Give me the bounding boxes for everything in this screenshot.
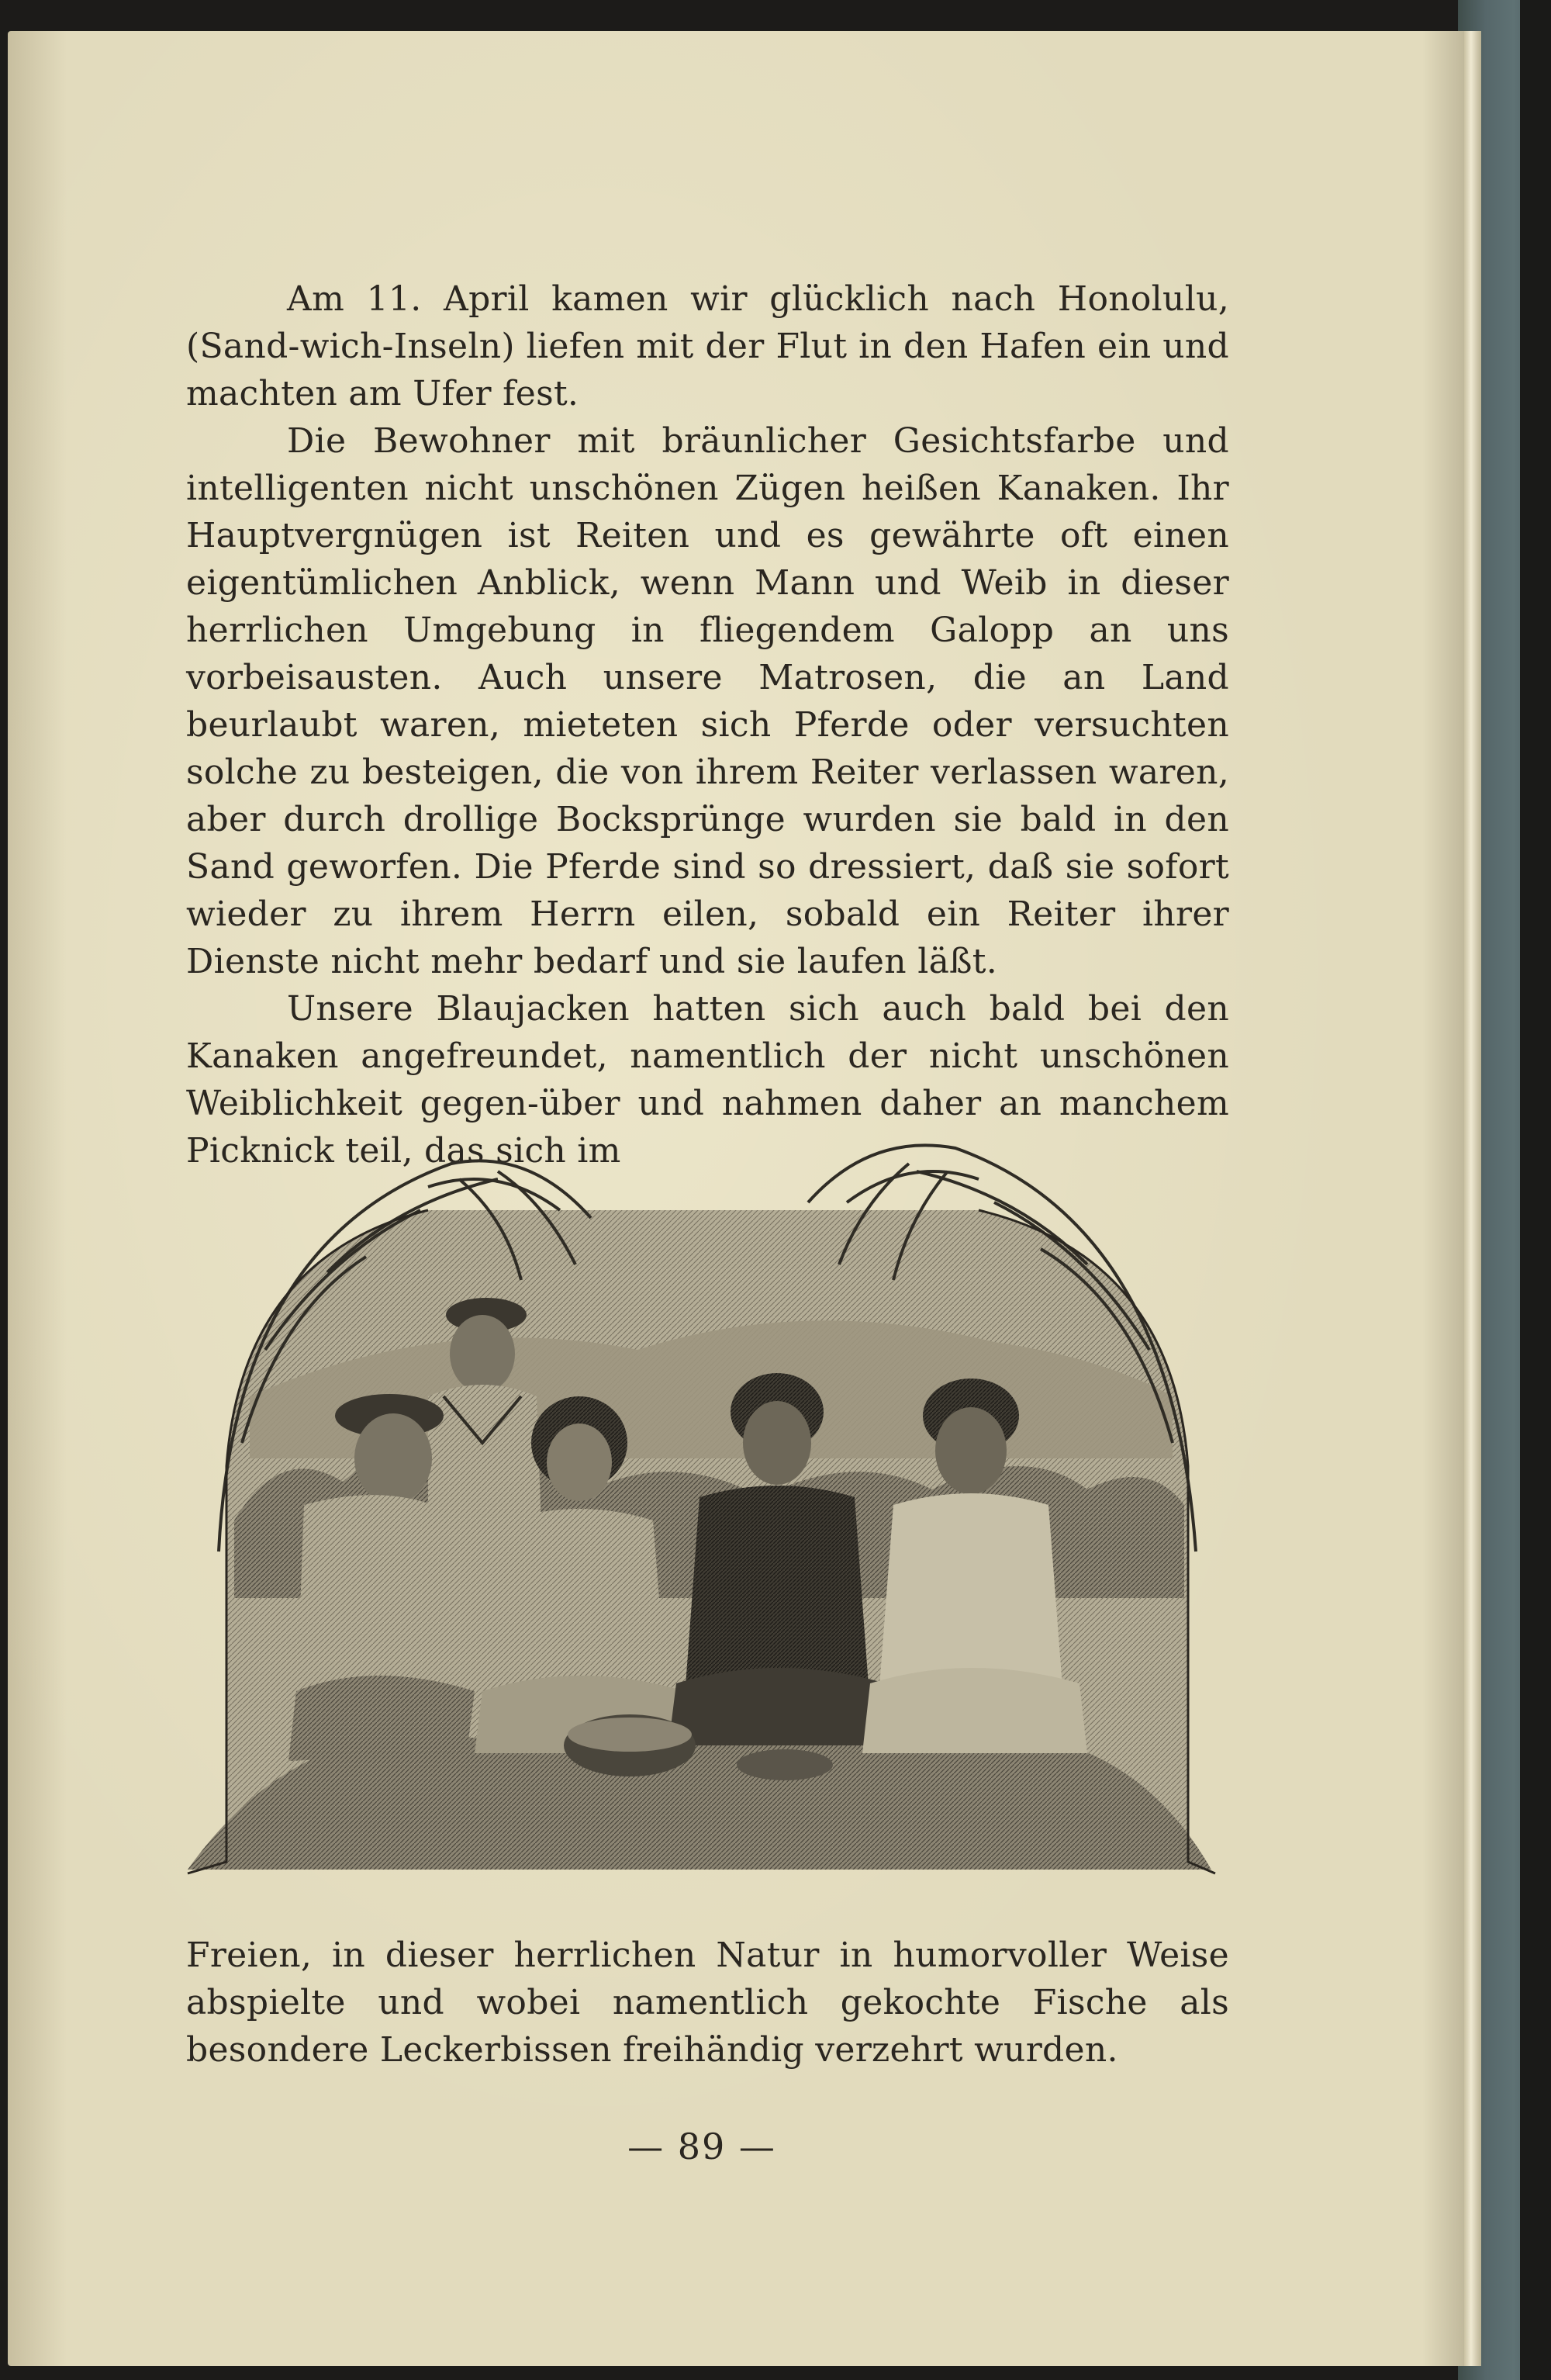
bowl-small	[737, 1749, 833, 1780]
text-block-bottom	[186, 1932, 1229, 2074]
paragraph-4: Freien, in dieser herrlichen Natur in humorvoller Weise abspielte und wobei namentlich gekochte Fische als besondere Leckerbissen freihändig verzehrt wurden.	[186, 1935, 1229, 2070]
paragraph-2: Die Bewohner mit bräunlicher Gesichtsfarbe und intelligenten nicht unschönen Zügen heißen Kanaken. Ihr Hauptvergnügen ist Reiten und es gewährte oft einen eigentümlichen Anblick, wenn Mann und Weib in dieser herrlichen Umgebung in fliegendem Galopp an uns vorbeisausten. Auch unsere Matrosen, die an Land beurlaubt waren, mieteten sich Pferde oder versuchten solche zu besteigen, die von ihrem Reiter verlassen waren, aber durch drollige Bocksprünge wurden sie bald in den Sand geworfen. Die Pferde sind so dressiert, daß sie sofort wieder zu ihrem Herrn eilen, sobald ein Reiter ihrer Dienste nicht mehr bedarf und sie laufen läßt.	[186, 421, 1229, 981]
text-block-top	[186, 275, 1229, 1174]
book-cover-shadow	[1520, 0, 1551, 2380]
paragraph-3: Unsere Blaujacken hatten sich auch bald bei den Kanaken angefreundet, namentlich der nicht unschönen Weiblichkeit gegen-über und nahmen daher an manchem Picknick teil, das sich im	[186, 989, 1229, 1171]
picnic-illustration	[172, 1117, 1227, 1893]
page-number: — 89 —	[627, 2126, 776, 2167]
page-edge	[1464, 31, 1481, 2366]
bowl-large-rim	[568, 1718, 692, 1752]
paragraph-1: Am 11. April kamen wir glücklich nach Honolulu, (Sand-wich-Inseln) liefen mit der Flut in den Hafen ein und machten am Ufer fest.	[186, 279, 1229, 413]
